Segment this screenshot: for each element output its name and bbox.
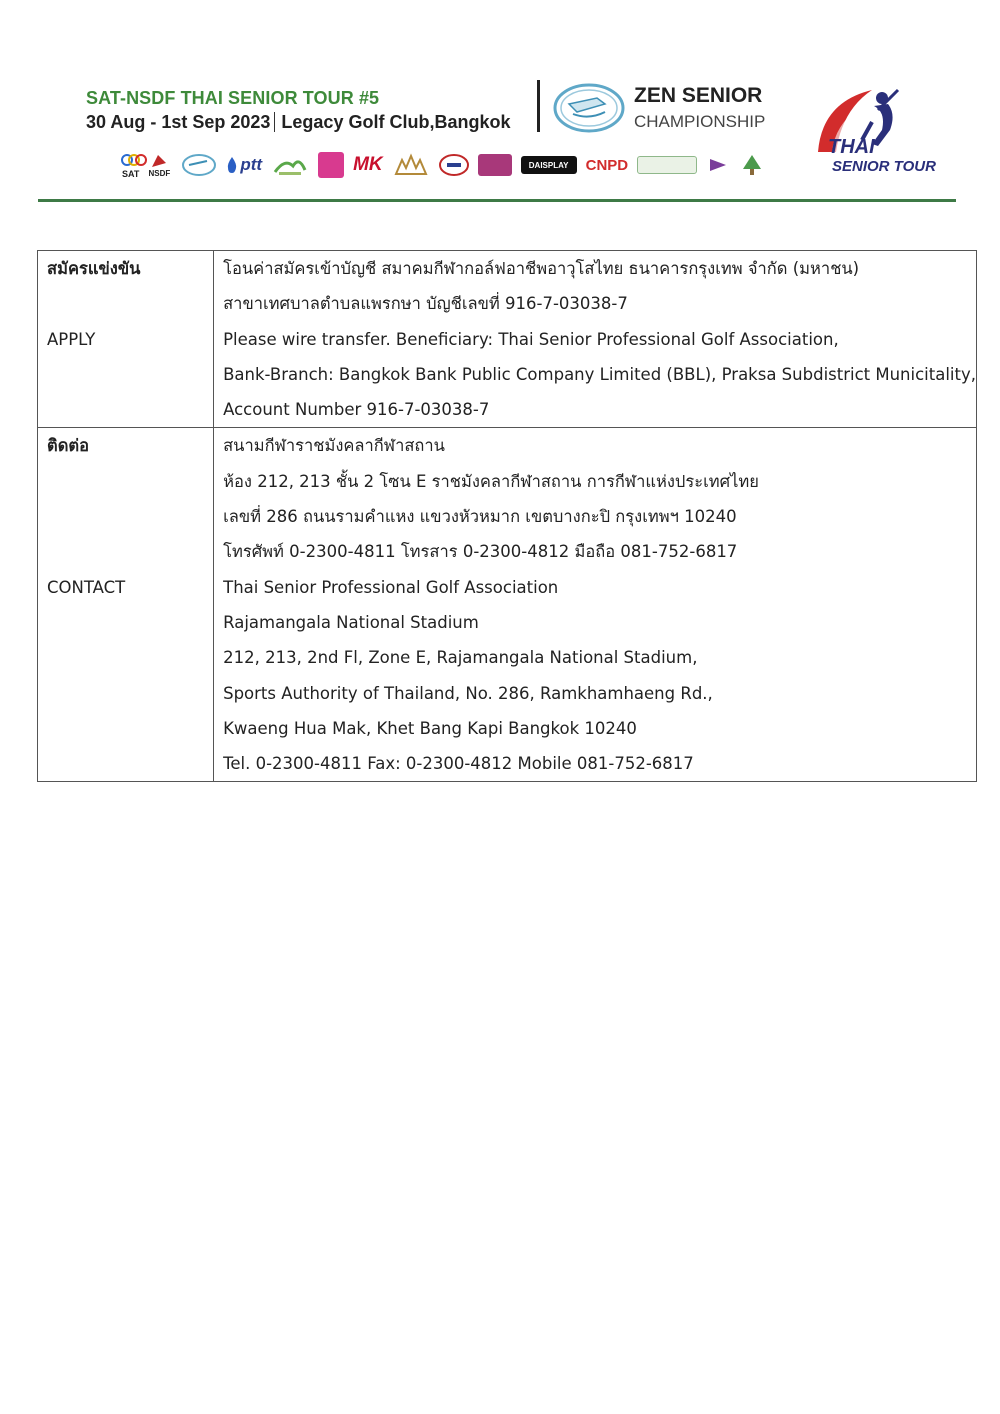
golf-course-logo-icon xyxy=(271,152,309,178)
apply-line: สาขาเทศบาลตำบลแพรกษา บัญชีเลขที่ 916-7-03038-7 xyxy=(223,294,628,314)
play-logo-icon xyxy=(706,155,730,175)
contact-line: Rajamangala National Stadium xyxy=(223,612,479,632)
apply-line: Please wire transfer. Beneficiary: Thai Senior Professional Golf Association, xyxy=(223,329,839,349)
apply-line: Account Number 916-7-03038-7 xyxy=(223,400,490,420)
contact-label-english: CONTACT xyxy=(47,577,126,597)
temple-logo-icon xyxy=(392,152,430,178)
tree-logo-icon xyxy=(739,153,765,177)
nsdf-logo-icon: NSDF xyxy=(148,153,170,178)
sat-logo-icon: SAT xyxy=(118,150,139,180)
contact-details-cell xyxy=(214,428,977,782)
table-row-apply xyxy=(38,251,977,428)
ptt-logo-icon: ptt xyxy=(226,155,262,175)
contact-line: สนามกีฬาราชมังคลากีฬาสถาน xyxy=(223,436,445,456)
contact-line: 212, 213, 2nd Fl, Zone E, Rajamangala National Stadium, xyxy=(223,648,698,668)
contact-line: Thai Senior Professional Golf Association xyxy=(223,577,559,597)
contact-line: ห้อง 212, 213 ชั้น 2 โซน E ราชมังคลากีฬาสถาน การกีฬาแห่งประเทศไทย xyxy=(223,471,759,491)
table-row-contact xyxy=(38,428,977,782)
apply-label-thai: สมัครแข่งขัน xyxy=(47,259,141,278)
championship-name: ZEN SENIOR xyxy=(634,84,763,107)
contact-line: Sports Authority of Thailand, No. 286, Ramkhamhaeng Rd., xyxy=(223,683,713,703)
cnpd-logo-icon: CNPD xyxy=(585,156,629,174)
apply-details-cell xyxy=(214,251,977,428)
event-date-venue xyxy=(86,112,510,133)
daisplay-logo-icon: DAISPLAY xyxy=(521,156,577,174)
apply-label-english: APPLY xyxy=(47,329,96,349)
round-logo-icon xyxy=(439,154,469,176)
apply-line: โอนค่าสมัครเข้าบัญชี สมาคมกีฬากอล์ฟอาชีพอาวุโสไทย ธนาคารกรุงเทพ จำกัด (มหาชน) xyxy=(223,259,860,278)
apply-label-cell xyxy=(38,251,214,428)
event-date: 30 Aug - 1st Sep 2023 xyxy=(86,112,271,132)
contact-label-thai: ติดต่อ xyxy=(47,436,90,456)
header-rule xyxy=(38,199,956,202)
championship-subtitle: CHAMPIONSHIP xyxy=(634,112,766,131)
zen-logo-icon xyxy=(553,82,625,134)
contact-line: เลขที่ 286 ถนนรามคำแหง แขวงหัวหมาก เขตบางกะปิ กรุงเทพฯ 10240 xyxy=(223,507,737,527)
apply-line: Bank-Branch: Bangkok Bank Public Company Limited (BBL), Praksa Subdistrict Municitality, xyxy=(223,364,976,384)
contact-line: Tel. 0-2300-4811 Fax: 0-2300-4812 Mobile 081-752-6817 xyxy=(223,754,694,774)
header-divider xyxy=(537,80,540,132)
brand-logo-green-icon xyxy=(637,156,697,174)
brand-logo-pink-icon xyxy=(318,152,344,178)
event-title: SAT-NSDF THAI SENIOR TOUR #5 xyxy=(86,88,380,108)
event-venue: Legacy Golf Club,Bangkok xyxy=(281,112,511,132)
page-header xyxy=(0,0,1000,210)
tour-logo-text-thai: THAI xyxy=(828,136,875,158)
sponsor-logo-strip xyxy=(118,148,774,182)
contact-line: โทรศัพท์ 0-2300-4811 โทรสาร 0-2300-4812 มือถือ 081-752-6817 xyxy=(223,542,738,562)
brand-logo-purple-icon xyxy=(478,154,512,176)
contact-line: Kwaeng Hua Mak, Khet Bang Kapi Bangkok 10240 xyxy=(223,718,637,738)
golf-association-logo-icon xyxy=(181,153,217,177)
contact-label-cell xyxy=(38,428,214,782)
info-table xyxy=(37,250,977,782)
divider xyxy=(274,112,275,132)
tour-logo-text-senior-tour: SENIOR TOUR xyxy=(832,158,936,175)
mk-logo-icon: MK xyxy=(353,154,383,175)
